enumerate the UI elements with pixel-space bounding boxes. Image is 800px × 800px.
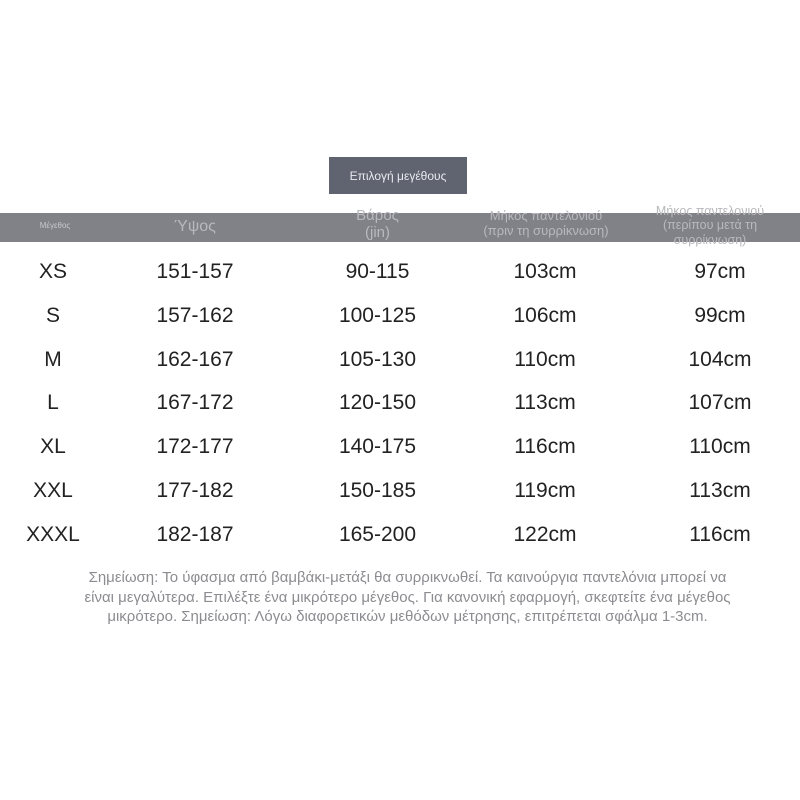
header-size bbox=[10, 221, 100, 230]
length-before-cell: 122cm bbox=[513, 522, 577, 546]
length-after-cell: 110cm bbox=[689, 435, 751, 459]
length-before-cell: 113cm bbox=[514, 391, 576, 415]
length-after-cell: 116cm bbox=[689, 522, 751, 546]
height-cell: 162-167 bbox=[156, 347, 234, 371]
height-cell: 151-157 bbox=[156, 260, 234, 283]
weight-cell: 150-185 bbox=[338, 478, 417, 502]
size-table-body bbox=[0, 255, 800, 562]
length-before-cell: 106cm bbox=[513, 303, 577, 327]
size-cell: XXXL bbox=[26, 522, 80, 546]
length-after-cell: 97cm bbox=[694, 260, 746, 283]
header-height-line: Ύψος bbox=[174, 218, 216, 235]
length-before-cell: 116cm bbox=[514, 435, 576, 459]
shrinkage-note bbox=[20, 568, 795, 627]
length-before-cell: 103cm bbox=[513, 260, 577, 283]
size-cell: S bbox=[45, 303, 60, 327]
weight-cell: 100-125 bbox=[338, 303, 417, 327]
height-cell: 167-172 bbox=[156, 391, 234, 415]
table-row bbox=[0, 430, 800, 474]
note-line-3: μικρότερο. Σημείωση: Λόγω διαφορετικών μεθόδων μέτρησης, επιτρέπεται σφάλμα 1-3cm. bbox=[107, 608, 708, 625]
table-row bbox=[0, 343, 800, 387]
length-after-cell: 99cm bbox=[694, 303, 746, 327]
table-row bbox=[0, 474, 800, 518]
size-cell: XXL bbox=[33, 478, 73, 502]
weight-cell: 165-200 bbox=[338, 522, 417, 546]
length-after-cell: 113cm bbox=[689, 478, 751, 502]
note-line-1: Σημείωση: Το ύφασμα από βαμβάκι-μετάξι θα συρρικνωθεί. Τα καινούργια παντελόνια μπορεί να bbox=[88, 569, 727, 586]
table-row bbox=[0, 299, 800, 343]
height-cell: 182-187 bbox=[156, 522, 234, 546]
size-cell: L bbox=[47, 391, 59, 415]
height-cell: 172-177 bbox=[156, 435, 234, 459]
header-length-before-line-2: (πριν τη συρρίκνωση) bbox=[483, 222, 609, 238]
height-cell: 177-182 bbox=[156, 478, 234, 502]
size-selection-title: Επιλογή μεγέθους bbox=[329, 157, 467, 194]
size-cell: XS bbox=[38, 260, 67, 283]
header-length-before bbox=[468, 209, 624, 239]
length-before-cell: 110cm bbox=[514, 347, 576, 371]
size-cell: XL bbox=[40, 435, 66, 459]
header-weight-line-1: Βάρος bbox=[356, 207, 399, 224]
header-size-line: Μέγεθος bbox=[39, 221, 71, 230]
header-length-after-line-3: συρρίκνωση) bbox=[673, 232, 747, 247]
table-row bbox=[0, 386, 800, 430]
length-after-cell: 107cm bbox=[688, 391, 752, 415]
size-cell: M bbox=[44, 347, 62, 371]
header-length-after bbox=[615, 204, 800, 247]
weight-cell: 105-130 bbox=[338, 347, 417, 371]
weight-cell: 140-175 bbox=[338, 435, 417, 459]
header-weight-line-2: (jin) bbox=[365, 224, 390, 242]
height-cell: 157-162 bbox=[156, 303, 234, 327]
weight-cell: 120-150 bbox=[338, 391, 417, 415]
header-weight bbox=[330, 207, 425, 242]
length-before-cell: 119cm bbox=[514, 478, 576, 502]
header-length-after-line-2: (περίπου μετά τη bbox=[662, 218, 758, 233]
weight-cell: 90-115 bbox=[345, 260, 410, 283]
table-row bbox=[0, 518, 800, 562]
note-line-2: είναι μεγαλύτερα. Επιλέξτε ένα μικρότερο μέγεθος. Για κανονική εφαρμογή, σκεφτείτε ένα μέγεθος bbox=[84, 588, 731, 606]
header-length-before-line-1: Μήκος παντελονιού bbox=[489, 208, 603, 223]
table-row bbox=[0, 255, 800, 299]
header-length-after-line-1: Μήκος παντελονιού bbox=[655, 204, 765, 218]
length-after-cell: 104cm bbox=[688, 347, 752, 371]
header-height bbox=[145, 218, 245, 236]
